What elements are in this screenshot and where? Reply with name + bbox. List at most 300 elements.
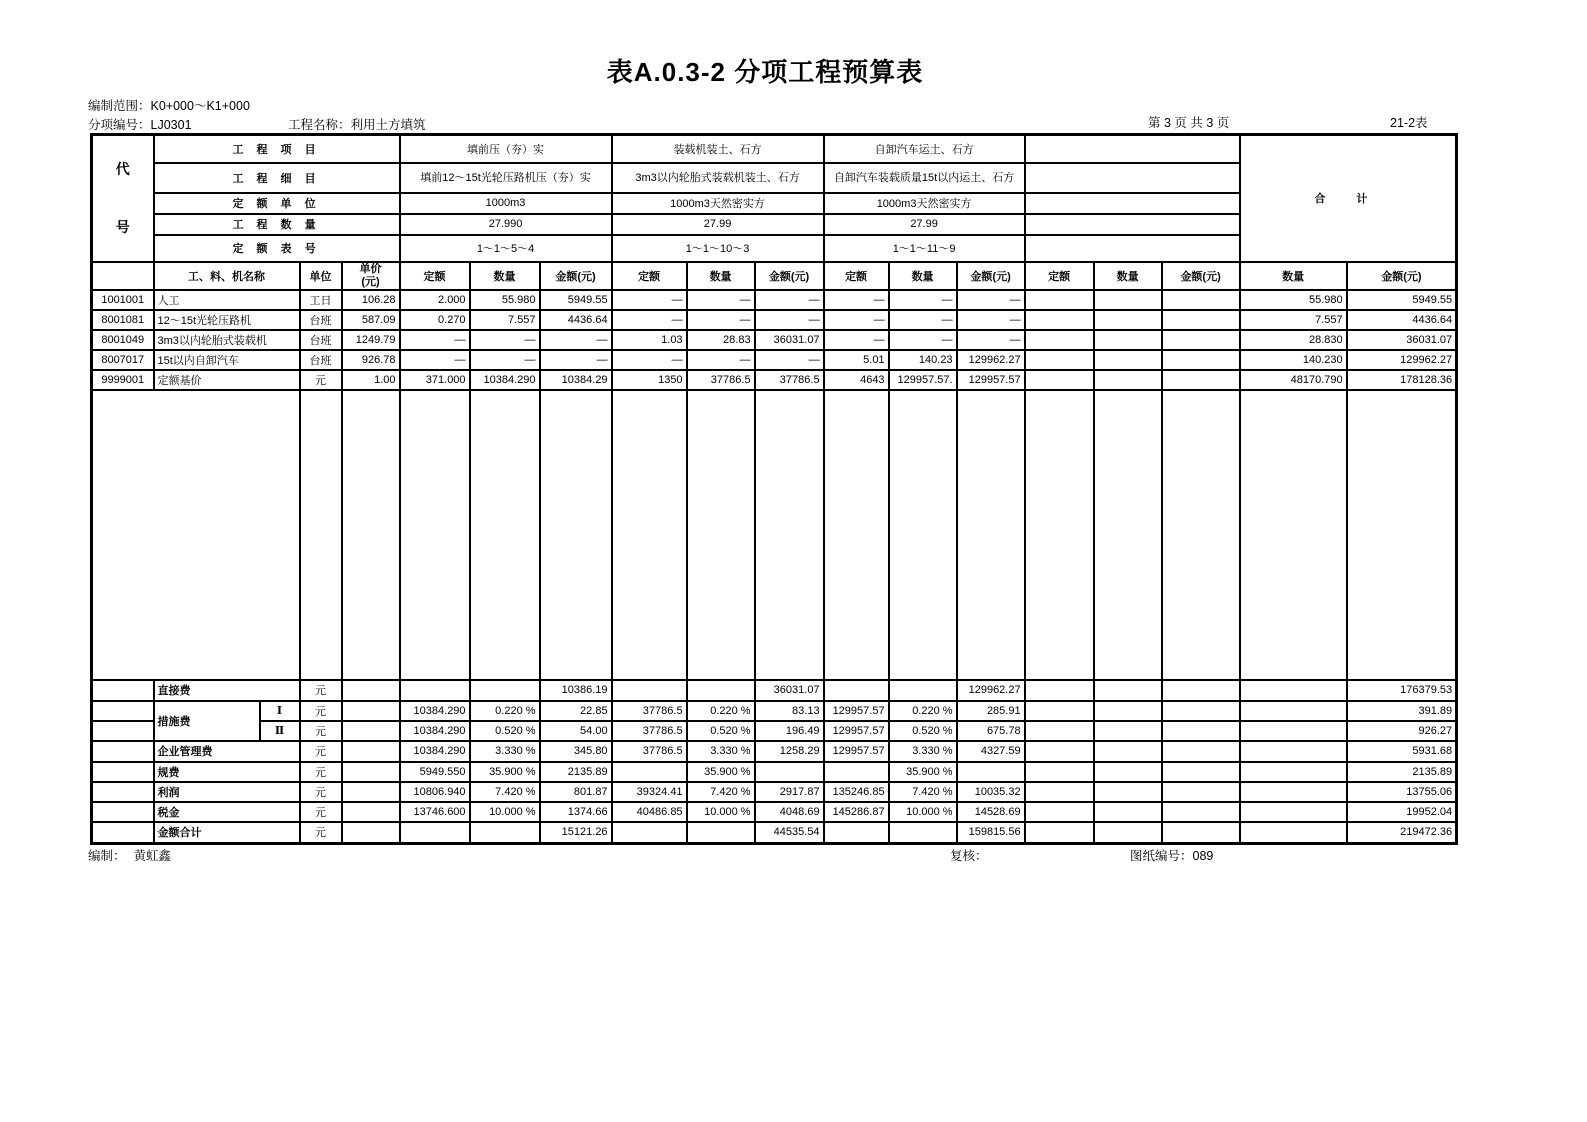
group3-table-no: 1～1～11～9 bbox=[824, 235, 1025, 262]
group1-project: 填前压（夯）实 bbox=[400, 135, 612, 163]
summary-value-cell: 36031.07 bbox=[755, 680, 824, 701]
table-row bbox=[92, 330, 1457, 350]
summary-value-cell bbox=[1094, 802, 1162, 822]
group1-qty: 27.990 bbox=[400, 214, 612, 235]
name-cell: 定额基价 bbox=[154, 370, 300, 390]
summary-value-cell bbox=[612, 822, 687, 844]
summary-value-cell: 7.420 % bbox=[687, 782, 755, 802]
quota-cell bbox=[1025, 290, 1094, 310]
summary-value-cell: 83.13 bbox=[755, 701, 824, 721]
price-cell: 1.00 bbox=[342, 370, 400, 390]
group4-qty bbox=[1025, 214, 1240, 235]
name-cell: 15t以内自卸汽车 bbox=[154, 350, 300, 370]
summary-row-tax bbox=[92, 802, 1457, 822]
quota-cell: — bbox=[824, 310, 889, 330]
summary-value-cell bbox=[1094, 762, 1162, 782]
summary-value-cell: 675.78 bbox=[957, 721, 1025, 741]
empty-cell bbox=[300, 390, 342, 680]
summary-value-cell: 0.520 % bbox=[889, 721, 957, 741]
subheader-total-amount: 金额(元) bbox=[1347, 262, 1457, 290]
total-amount-cell: 5949.55 bbox=[1347, 290, 1457, 310]
summary-value-cell bbox=[687, 822, 755, 844]
unit-cell: 元 bbox=[300, 370, 342, 390]
name-cell: 12～15t光轮压路机 bbox=[154, 310, 300, 330]
subheader-price-line1: 单价 bbox=[359, 262, 382, 275]
empty-cell bbox=[1240, 822, 1347, 844]
code-cell: 1001001 bbox=[92, 290, 154, 310]
amount-cell: — bbox=[755, 290, 824, 310]
summary-value-cell bbox=[470, 680, 540, 701]
amount-cell: — bbox=[540, 330, 612, 350]
header-row-label-tableno: 定 额 表 号 bbox=[154, 235, 400, 262]
item-no-line bbox=[88, 115, 192, 133]
summary-row-grand-total bbox=[92, 822, 1457, 844]
quota-cell bbox=[1025, 370, 1094, 390]
group2-project: 装载机装土、石方 bbox=[612, 135, 824, 163]
empty-cell bbox=[1240, 741, 1347, 762]
scope-label: 编制范围： bbox=[88, 99, 151, 113]
summary-value-cell bbox=[612, 680, 687, 701]
summary-value-cell: 10384.290 bbox=[400, 721, 470, 741]
group2-qty: 27.99 bbox=[612, 214, 824, 235]
qty-cell: — bbox=[687, 350, 755, 370]
subheader-qty-1: 数量 bbox=[470, 262, 540, 290]
subheader-name: 工、料、机名称 bbox=[154, 262, 300, 290]
summary-total-cell: 176379.53 bbox=[1347, 680, 1457, 701]
summary-total-cell: 2135.89 bbox=[1347, 762, 1457, 782]
page-title: 表A.0.3-2 分项工程预算表 bbox=[606, 57, 924, 87]
summary-value-cell bbox=[1094, 721, 1162, 741]
total-amount-cell: 4436.64 bbox=[1347, 310, 1457, 330]
summary-total-cell: 5931.68 bbox=[1347, 741, 1457, 762]
summary-value-cell bbox=[824, 762, 889, 782]
quota-cell: 1.03 bbox=[612, 330, 687, 350]
summary-value-cell: 10384.290 bbox=[400, 701, 470, 721]
summary-value-cell bbox=[1162, 762, 1240, 782]
summary-value-cell bbox=[889, 680, 957, 701]
summary-value-cell: 39324.41 bbox=[612, 782, 687, 802]
amount-cell bbox=[1162, 310, 1240, 330]
table-row bbox=[92, 350, 1457, 370]
summary-value-cell: 801.87 bbox=[540, 782, 612, 802]
summary-value-cell bbox=[1094, 822, 1162, 844]
summary-value-cell bbox=[1162, 822, 1240, 844]
empty-cell bbox=[342, 721, 400, 741]
qty-cell bbox=[1094, 370, 1162, 390]
summary-row-direct-fee bbox=[92, 680, 1457, 701]
empty-cell bbox=[1240, 762, 1347, 782]
item-no-value: LJ0301 bbox=[150, 118, 192, 132]
subheader-unit: 单位 bbox=[300, 262, 342, 290]
code-cell: 8007017 bbox=[92, 350, 154, 370]
total-qty-cell: 140.230 bbox=[1240, 350, 1347, 370]
summary-value-cell: 15121.26 bbox=[540, 822, 612, 844]
quota-cell bbox=[1025, 330, 1094, 350]
quota-cell bbox=[1025, 310, 1094, 330]
qty-cell bbox=[1094, 350, 1162, 370]
subheader-quota-2: 定额 bbox=[612, 262, 687, 290]
amount-cell: 10384.29 bbox=[540, 370, 612, 390]
summary-label-cell: 税金 bbox=[154, 802, 300, 822]
quota-cell: 5.01 bbox=[824, 350, 889, 370]
price-cell: 1249.79 bbox=[342, 330, 400, 350]
qty-cell: — bbox=[687, 290, 755, 310]
summary-total-cell: 391.89 bbox=[1347, 701, 1457, 721]
subheader-amount-4: 金额(元) bbox=[1162, 262, 1240, 290]
summary-unit-cell: 元 bbox=[300, 701, 342, 721]
subheader-price bbox=[342, 262, 400, 290]
qty-cell: — bbox=[889, 290, 957, 310]
group2-detail: 3m3以内轮胎式装载机装土、石方 bbox=[612, 163, 824, 193]
summary-label-cell: 企业管理费 bbox=[154, 741, 300, 762]
summary-value-cell: 2135.89 bbox=[540, 762, 612, 782]
quota-cell: — bbox=[400, 330, 470, 350]
code-cell: 9999001 bbox=[92, 370, 154, 390]
empty-cell bbox=[889, 390, 957, 680]
summary-value-cell: 10386.19 bbox=[540, 680, 612, 701]
summary-value-cell: 14528.69 bbox=[957, 802, 1025, 822]
empty-cell bbox=[92, 680, 154, 701]
header-row-label-project: 工 程 项 目 bbox=[154, 135, 400, 163]
qty-cell bbox=[1094, 290, 1162, 310]
group4-project bbox=[1025, 135, 1240, 163]
checker-label: 复核： bbox=[950, 849, 988, 863]
summary-value-cell: 0.520 % bbox=[470, 721, 540, 741]
header-row-label-unit: 定 额 单 位 bbox=[154, 193, 400, 214]
summary-value-cell: 35.900 % bbox=[889, 762, 957, 782]
empty-cell bbox=[342, 390, 400, 680]
summary-total-cell: 219472.36 bbox=[1347, 822, 1457, 844]
amount-cell bbox=[1162, 350, 1240, 370]
summary-value-cell: 159815.56 bbox=[957, 822, 1025, 844]
summary-value-cell: 10035.32 bbox=[957, 782, 1025, 802]
summary-label-cell: 规费 bbox=[154, 762, 300, 782]
summary-sub-cell: Ⅰ bbox=[260, 701, 300, 721]
empty-cell bbox=[1094, 390, 1162, 680]
empty-cell bbox=[342, 680, 400, 701]
summary-value-cell bbox=[1025, 741, 1094, 762]
subheader-amount-3: 金额(元) bbox=[957, 262, 1025, 290]
summary-value-cell bbox=[470, 822, 540, 844]
summary-value-cell: 22.85 bbox=[540, 701, 612, 721]
total-amount-cell: 178128.36 bbox=[1347, 370, 1457, 390]
footer-checker bbox=[950, 846, 988, 864]
qty-cell: 129957.57. bbox=[889, 370, 957, 390]
amount-cell: 5949.55 bbox=[540, 290, 612, 310]
code-cell: 8001081 bbox=[92, 310, 154, 330]
summary-unit-cell: 元 bbox=[300, 721, 342, 741]
summary-value-cell: 37786.5 bbox=[612, 701, 687, 721]
empty-cell bbox=[1240, 802, 1347, 822]
page-number-info: 第 3 页 共 3 页 bbox=[1148, 116, 1230, 130]
total-qty-cell: 55.980 bbox=[1240, 290, 1347, 310]
subheader-amount-2: 金额(元) bbox=[755, 262, 824, 290]
amount-cell: 36031.07 bbox=[755, 330, 824, 350]
summary-value-cell bbox=[1162, 721, 1240, 741]
empty-cell bbox=[1347, 390, 1457, 680]
summary-value-cell: 0.220 % bbox=[470, 701, 540, 721]
summary-value-cell: 10384.290 bbox=[400, 741, 470, 762]
header-row-label-qty: 工 程 数 量 bbox=[154, 214, 400, 235]
summary-label-cell: 金额合计 bbox=[154, 822, 300, 844]
summary-total-cell: 13755.06 bbox=[1347, 782, 1457, 802]
empty-cell bbox=[470, 390, 540, 680]
group1-detail: 填前12～15t光轮压路机压（夯）实 bbox=[400, 163, 612, 193]
group3-qty: 27.99 bbox=[824, 214, 1025, 235]
footer-maker bbox=[88, 846, 171, 864]
drawing-value: 089 bbox=[1192, 849, 1214, 863]
summary-value-cell: 0.220 % bbox=[889, 701, 957, 721]
empty-cell bbox=[612, 390, 687, 680]
summary-value-cell bbox=[400, 680, 470, 701]
empty-cell bbox=[400, 390, 470, 680]
empty-cell bbox=[342, 822, 400, 844]
summary-label-cell: 利润 bbox=[154, 782, 300, 802]
table-row bbox=[92, 370, 1457, 390]
summary-value-cell: 145286.87 bbox=[824, 802, 889, 822]
summary-value-cell: 196.49 bbox=[755, 721, 824, 741]
summary-unit-cell: 元 bbox=[300, 680, 342, 701]
subheader-price-line2: (元) bbox=[361, 275, 380, 288]
summary-label-cell: 直接费 bbox=[154, 680, 300, 701]
summary-value-cell: 44535.54 bbox=[755, 822, 824, 844]
amount-cell: 129957.57 bbox=[957, 370, 1025, 390]
group4-detail bbox=[1025, 163, 1240, 193]
summary-row-management-fee bbox=[92, 741, 1457, 762]
summary-value-cell: 10.000 % bbox=[687, 802, 755, 822]
summary-value-cell bbox=[1025, 680, 1094, 701]
summary-row-regulation-fee bbox=[92, 762, 1457, 782]
subheader-amount-1: 金额(元) bbox=[540, 262, 612, 290]
amount-cell bbox=[1162, 290, 1240, 310]
summary-value-cell: 0.520 % bbox=[687, 721, 755, 741]
subheader-quota-1: 定额 bbox=[400, 262, 470, 290]
summary-value-cell: 345.80 bbox=[540, 741, 612, 762]
qty-cell bbox=[1094, 310, 1162, 330]
empty-cell bbox=[755, 390, 824, 680]
empty-cell bbox=[1025, 390, 1094, 680]
summary-value-cell bbox=[824, 822, 889, 844]
group4-unit bbox=[1025, 193, 1240, 214]
quota-cell: 1350 bbox=[612, 370, 687, 390]
summary-total-cell: 19952.04 bbox=[1347, 802, 1457, 822]
empty-cell bbox=[1240, 680, 1347, 701]
group3-project: 自卸汽车运土、石方 bbox=[824, 135, 1025, 163]
amount-cell: 37786.5 bbox=[755, 370, 824, 390]
total-qty-cell: 7.557 bbox=[1240, 310, 1347, 330]
summary-value-cell: 4327.59 bbox=[957, 741, 1025, 762]
summary-value-cell: 129957.57 bbox=[824, 741, 889, 762]
summary-unit-cell: 元 bbox=[300, 741, 342, 762]
quota-cell: — bbox=[824, 290, 889, 310]
code-char-bottom: 号 bbox=[115, 219, 130, 236]
qty-cell: 10384.290 bbox=[470, 370, 540, 390]
amount-cell: — bbox=[957, 290, 1025, 310]
summary-value-cell: 135246.85 bbox=[824, 782, 889, 802]
project-name-value: 利用土方填筑 bbox=[350, 118, 426, 132]
summary-label-cell: 措施费 bbox=[154, 701, 260, 741]
amount-cell bbox=[1162, 330, 1240, 350]
summary-value-cell bbox=[687, 680, 755, 701]
summary-total-cell: 926.27 bbox=[1347, 721, 1457, 741]
project-name-label: 工程名称： bbox=[288, 118, 351, 132]
group4-table-no bbox=[1025, 235, 1240, 262]
summary-value-cell: 4048.69 bbox=[755, 802, 824, 822]
summary-value-cell bbox=[1162, 741, 1240, 762]
empty-cell bbox=[92, 701, 154, 721]
group3-unit: 1000m3天然密实方 bbox=[824, 193, 1025, 214]
summary-unit-cell: 元 bbox=[300, 822, 342, 844]
qty-cell: 37786.5 bbox=[687, 370, 755, 390]
summary-value-cell: 10806.940 bbox=[400, 782, 470, 802]
summary-value-cell: 285.91 bbox=[957, 701, 1025, 721]
empty-cell bbox=[92, 762, 154, 782]
empty-cell bbox=[342, 802, 400, 822]
summary-value-cell bbox=[889, 822, 957, 844]
footer-drawing-no bbox=[1130, 846, 1213, 864]
empty-cell bbox=[342, 782, 400, 802]
qty-cell: 28.83 bbox=[687, 330, 755, 350]
empty-cell bbox=[1240, 782, 1347, 802]
summary-value-cell: 129957.57 bbox=[824, 701, 889, 721]
quota-cell: — bbox=[612, 290, 687, 310]
total-column-header: 合 计 bbox=[1240, 135, 1457, 262]
summary-value-cell bbox=[1162, 802, 1240, 822]
summary-value-cell: 13746.600 bbox=[400, 802, 470, 822]
summary-unit-cell: 元 bbox=[300, 802, 342, 822]
empty-cell bbox=[92, 782, 154, 802]
summary-value-cell bbox=[400, 822, 470, 844]
quota-cell: 371.000 bbox=[400, 370, 470, 390]
empty-cell bbox=[824, 390, 889, 680]
summary-value-cell bbox=[755, 762, 824, 782]
quota-cell: — bbox=[824, 330, 889, 350]
empty-cell bbox=[1162, 390, 1240, 680]
summary-value-cell: 5949.550 bbox=[400, 762, 470, 782]
amount-cell: — bbox=[755, 350, 824, 370]
quota-cell: 4643 bbox=[824, 370, 889, 390]
code-column-header bbox=[92, 135, 154, 262]
summary-value-cell: 10.000 % bbox=[889, 802, 957, 822]
project-name-line bbox=[288, 115, 426, 133]
summary-value-cell bbox=[1094, 741, 1162, 762]
item-no-label: 分项编号： bbox=[88, 118, 151, 132]
code-char-top: 代 bbox=[115, 161, 130, 178]
summary-unit-cell: 元 bbox=[300, 782, 342, 802]
quota-cell: — bbox=[612, 350, 687, 370]
group1-unit: 1000m3 bbox=[400, 193, 612, 214]
price-cell: 106.28 bbox=[342, 290, 400, 310]
summary-value-cell bbox=[1162, 701, 1240, 721]
summary-value-cell bbox=[1025, 701, 1094, 721]
qty-cell: 55.980 bbox=[470, 290, 540, 310]
amount-cell bbox=[1162, 370, 1240, 390]
summary-value-cell bbox=[1094, 701, 1162, 721]
summary-row-profit bbox=[92, 782, 1457, 802]
scope-line bbox=[88, 96, 250, 114]
table-code: 21-2表 bbox=[1390, 116, 1428, 130]
drawing-label: 图纸编号： bbox=[1130, 849, 1193, 863]
empty-cell bbox=[1240, 390, 1347, 680]
unit-cell: 台班 bbox=[300, 330, 342, 350]
subheader-qty-4: 数量 bbox=[1094, 262, 1162, 290]
name-cell: 3m3以内轮胎式装载机 bbox=[154, 330, 300, 350]
table-row bbox=[92, 310, 1457, 330]
amount-cell: 4436.64 bbox=[540, 310, 612, 330]
unit-cell: 工日 bbox=[300, 290, 342, 310]
empty-cell bbox=[92, 822, 154, 844]
total-amount-cell: 129962.27 bbox=[1347, 350, 1457, 370]
qty-cell: — bbox=[889, 330, 957, 350]
amount-cell: — bbox=[957, 330, 1025, 350]
empty-cell bbox=[540, 390, 612, 680]
amount-cell: 129962.27 bbox=[957, 350, 1025, 370]
summary-value-cell bbox=[824, 680, 889, 701]
empty-cell bbox=[92, 802, 154, 822]
qty-cell: — bbox=[889, 310, 957, 330]
empty-cell bbox=[342, 701, 400, 721]
summary-row-measure-fee-1 bbox=[92, 701, 1457, 721]
qty-cell: — bbox=[470, 330, 540, 350]
code-cell: 8001049 bbox=[92, 330, 154, 350]
summary-value-cell bbox=[1162, 782, 1240, 802]
subheader-qty-3: 数量 bbox=[889, 262, 957, 290]
summary-value-cell bbox=[1025, 822, 1094, 844]
total-qty-cell: 48170.790 bbox=[1240, 370, 1347, 390]
subheader-qty-2: 数量 bbox=[687, 262, 755, 290]
amount-cell: — bbox=[540, 350, 612, 370]
table-row bbox=[92, 290, 1457, 310]
summary-value-cell bbox=[1025, 802, 1094, 822]
summary-value-cell: 35.900 % bbox=[687, 762, 755, 782]
group2-table-no: 1～1～10～3 bbox=[612, 235, 824, 262]
summary-value-cell bbox=[1025, 721, 1094, 741]
summary-value-cell: 1374.66 bbox=[540, 802, 612, 822]
total-qty-cell: 28.830 bbox=[1240, 330, 1347, 350]
qty-cell: 140.23 bbox=[889, 350, 957, 370]
summary-value-cell: 3.330 % bbox=[889, 741, 957, 762]
amount-cell: — bbox=[957, 310, 1025, 330]
amount-cell: — bbox=[755, 310, 824, 330]
summary-row-measure-fee-2 bbox=[92, 721, 1457, 741]
price-cell: 587.09 bbox=[342, 310, 400, 330]
scope-value: K0+000～K1+000 bbox=[150, 99, 250, 113]
summary-value-cell bbox=[1094, 782, 1162, 802]
qty-cell: — bbox=[687, 310, 755, 330]
unit-cell: 台班 bbox=[300, 310, 342, 330]
summary-value-cell bbox=[612, 762, 687, 782]
summary-value-cell: 3.330 % bbox=[687, 741, 755, 762]
summary-value-cell bbox=[957, 762, 1025, 782]
summary-value-cell bbox=[1162, 680, 1240, 701]
subheader-code-blank bbox=[92, 262, 154, 290]
empty-cell bbox=[957, 390, 1025, 680]
summary-value-cell: 7.420 % bbox=[889, 782, 957, 802]
header-row-label-detail: 工 程 细 目 bbox=[154, 163, 400, 193]
summary-value-cell: 0.220 % bbox=[687, 701, 755, 721]
summary-value-cell bbox=[1025, 762, 1094, 782]
summary-value-cell bbox=[1025, 782, 1094, 802]
qty-cell bbox=[1094, 330, 1162, 350]
summary-value-cell: 129962.27 bbox=[957, 680, 1025, 701]
qty-cell: — bbox=[470, 350, 540, 370]
quota-cell: — bbox=[400, 350, 470, 370]
quota-cell: 2.000 bbox=[400, 290, 470, 310]
summary-value-cell: 10.000 % bbox=[470, 802, 540, 822]
group3-detail: 自卸汽车装载质量15t以内运土、石方 bbox=[824, 163, 1025, 193]
summary-value-cell bbox=[1094, 680, 1162, 701]
summary-value-cell: 7.420 % bbox=[470, 782, 540, 802]
